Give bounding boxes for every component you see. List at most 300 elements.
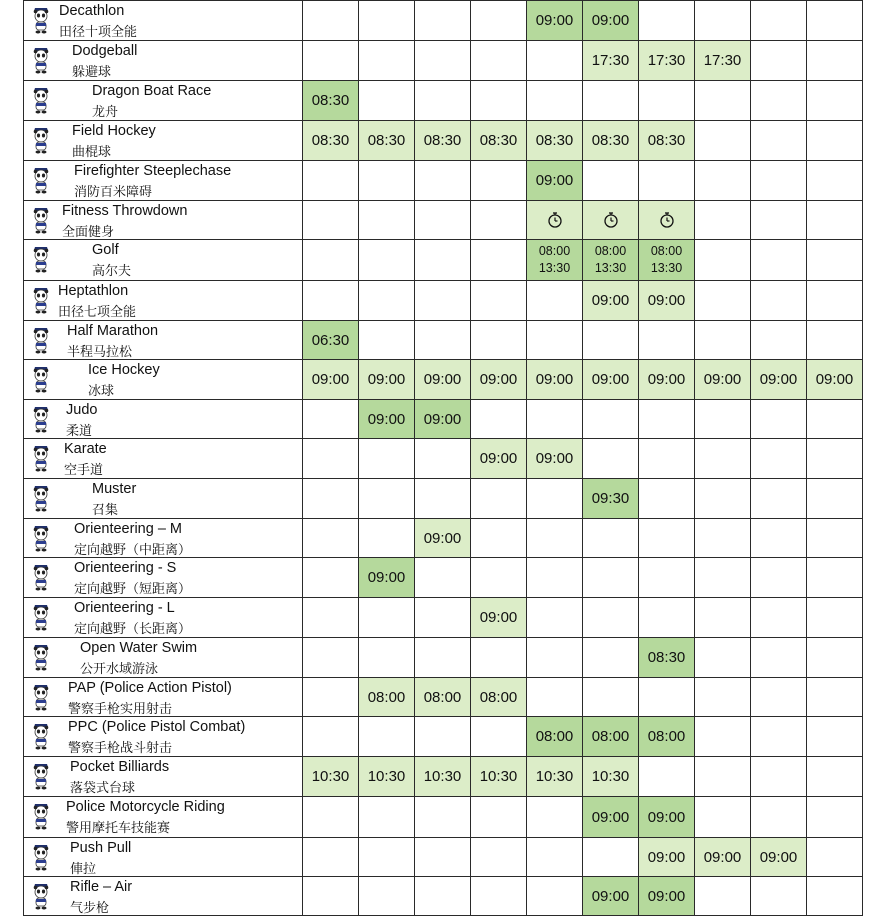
event-time: 13:30 [538,261,571,275]
day-cell [471,558,527,598]
day-cell [471,519,527,558]
day-cell [695,121,751,161]
event-name-zh: 全面健身 [62,224,115,239]
panda-mascot-icon [29,483,53,513]
day-cell [695,797,751,838]
event-name-en: Push Pull [70,840,132,856]
event-time: 08:30 [647,649,686,666]
day-cell [751,558,807,598]
event-time: 10:30 [311,768,350,785]
day-cell [583,81,639,121]
day-cell [807,41,863,81]
table-row [24,161,863,201]
day-cell [527,360,583,400]
day-cell [303,877,359,916]
event-name-en: Muster [92,481,137,497]
day-cell [695,678,751,717]
event-name-en: Dodgeball [72,43,138,59]
day-cell [639,558,695,598]
day-cell [303,400,359,439]
day-cell [751,281,807,321]
panda-mascot-icon [29,205,53,235]
day-cell [471,161,527,201]
day-cell [471,638,527,678]
day-cell [639,877,695,916]
day-cell [639,439,695,479]
day-cell [471,400,527,439]
day-cell [639,598,695,638]
day-cell [639,201,695,240]
event-time: 09:00 [647,808,686,826]
day-cell [303,479,359,519]
day-cell [303,201,359,240]
panda-mascot-icon [29,682,53,712]
event-time: 10:30 [479,768,518,785]
day-cell [359,41,415,81]
day-cell [807,797,863,838]
day-cell [415,121,471,161]
day-cell [639,838,695,877]
day-cell [303,360,359,400]
day-cell [807,439,863,479]
event-time: 09:00 [311,371,350,388]
day-cell [807,240,863,281]
event-time: 08:00 [423,688,462,706]
event-time: 17:30 [703,52,742,69]
day-cell [471,81,527,121]
table-row [24,717,863,757]
stopwatch-icon [658,211,676,229]
day-cell [359,439,415,479]
panda-mascot-icon [29,5,53,35]
panda-mascot-icon [29,801,53,831]
day-cell [471,321,527,360]
event-name-cell [24,519,303,558]
day-cell [751,121,807,161]
day-cell [695,638,751,678]
event-time: 09:00 [367,371,406,388]
day-cell [415,41,471,81]
day-cell [751,240,807,281]
event-time: 10:30 [591,768,630,785]
day-cell [471,678,527,717]
day-cell [639,81,695,121]
day-cell [751,161,807,201]
day-cell [527,81,583,121]
day-cell [359,479,415,519]
panda-mascot-icon [29,642,53,672]
day-cell [639,717,695,757]
table-row [24,638,863,678]
table-row [24,240,863,281]
day-cell [471,281,527,321]
event-name-en: Decathlon [59,3,125,19]
day-cell [583,281,639,321]
event-name-cell [24,797,303,838]
event-name-en: Ice Hockey [88,362,160,378]
day-cell [303,757,359,797]
event-name-cell [24,757,303,797]
event-time: 08:00 [594,244,627,258]
event-time: 09:00 [423,529,462,547]
day-cell [527,121,583,161]
day-cell [807,281,863,321]
event-time: 09:00 [535,450,574,467]
day-cell [303,838,359,877]
panda-mascot-icon [29,404,53,434]
event-name-cell [24,281,303,321]
event-name-zh: 召集 [92,502,119,517]
event-name-en: Golf [92,242,119,258]
event-name-cell [24,360,303,400]
panda-mascot-icon [29,523,53,553]
day-cell [527,838,583,877]
day-cell [695,81,751,121]
day-cell [415,360,471,400]
day-cell [415,797,471,838]
day-cell [751,1,807,41]
event-name-zh: 气步枪 [70,900,110,915]
event-name-cell [24,81,303,121]
day-cell [695,281,751,321]
day-cell [359,678,415,717]
day-cell [807,360,863,400]
event-time: 10:30 [535,768,574,785]
day-cell [415,877,471,916]
event-time: 09:00 [759,848,798,866]
table-row [24,321,863,360]
day-cell [527,41,583,81]
day-cell [695,321,751,360]
day-cell [807,638,863,678]
event-name-en: PPC (Police Pistol Combat) [68,719,246,735]
day-cell [359,558,415,598]
event-time: 09:00 [423,410,462,428]
day-cell [695,400,751,439]
table-row [24,400,863,439]
day-cell [303,281,359,321]
day-cell [527,1,583,41]
table-row [24,838,863,877]
day-cell [751,678,807,717]
panda-mascot-icon [29,881,53,911]
panda-mascot-icon [29,325,53,355]
event-name-cell [24,121,303,161]
stopwatch-icon [602,211,620,229]
day-cell [583,41,639,81]
event-name-zh: 警察手枪实用射击 [68,701,173,716]
day-cell [415,598,471,638]
event-name-en: Fitness Throwdown [62,203,188,219]
day-cell [359,400,415,439]
event-time: 13:30 [650,261,683,275]
day-cell [415,479,471,519]
day-cell [751,479,807,519]
table-row [24,201,863,240]
day-cell [471,838,527,877]
day-cell [471,439,527,479]
day-cell [415,81,471,121]
event-time: 08:00 [647,728,686,745]
day-cell [583,439,639,479]
day-cell [807,519,863,558]
event-name-zh: 定向越野（长距离） [74,621,192,636]
day-cell [639,400,695,439]
event-time: 08:00 [479,688,518,706]
day-cell [359,757,415,797]
day-cell [471,1,527,41]
event-time: 09:00 [479,371,518,388]
day-cell [583,161,639,201]
event-name-cell [24,598,303,638]
event-name-zh: 曲棍球 [72,144,112,159]
day-cell [695,41,751,81]
day-cell [751,877,807,916]
day-cell [415,838,471,877]
day-cell [583,598,639,638]
day-cell [639,638,695,678]
day-cell [527,400,583,439]
event-name-cell [24,41,303,81]
event-time: 09:00 [367,410,406,428]
event-name-zh: 落袋式台球 [70,780,136,795]
day-cell [583,838,639,877]
event-name-en: Karate [64,441,107,457]
day-cell [359,598,415,638]
day-cell [583,519,639,558]
day-cell [639,757,695,797]
event-time: 08:30 [311,132,350,149]
day-cell [583,121,639,161]
panda-mascot-icon [29,125,53,155]
day-cell [807,598,863,638]
day-cell [751,400,807,439]
day-cell [751,81,807,121]
panda-mascot-icon [29,721,53,751]
event-name-zh: 定向越野（中距离） [74,542,192,557]
day-cell [415,638,471,678]
day-cell [359,240,415,281]
event-time: 08:30 [479,132,518,149]
day-cell [359,877,415,916]
day-cell [415,400,471,439]
event-time: 09:00 [647,371,686,388]
event-time: 08:00 [535,728,574,745]
day-cell [359,838,415,877]
event-name-zh: 柔道 [66,423,93,438]
day-cell [695,519,751,558]
day-cell [471,240,527,281]
day-cell [303,161,359,201]
day-cell [359,161,415,201]
day-cell [415,1,471,41]
day-cell [751,321,807,360]
day-cell [695,479,751,519]
event-time: 09:00 [815,371,854,388]
day-cell [359,360,415,400]
day-cell [639,161,695,201]
panda-mascot-icon [29,761,53,791]
day-cell [695,161,751,201]
day-cell [583,678,639,717]
event-time: 08:30 [367,132,406,149]
day-cell [751,717,807,757]
day-cell [527,161,583,201]
event-time: 09:00 [479,450,518,467]
day-cell [527,877,583,916]
day-cell [695,201,751,240]
day-cell [583,797,639,838]
event-name-cell [24,240,303,281]
event-name-zh: 冰球 [88,383,115,398]
day-cell [583,240,639,281]
event-time: 09:00 [591,292,630,309]
day-cell [303,678,359,717]
day-cell [695,558,751,598]
table-row [24,877,863,916]
day-cell [471,41,527,81]
day-cell [303,81,359,121]
event-name-cell [24,877,303,916]
day-cell [415,558,471,598]
event-name-en: Half Marathon [67,323,159,339]
day-cell [359,201,415,240]
event-time: 10:30 [423,768,462,785]
day-cell [471,360,527,400]
table-row [24,360,863,400]
event-time: 09:00 [367,569,406,586]
event-name-zh: 警察手枪战斗射击 [68,740,173,755]
event-time: 09:00 [535,12,574,29]
event-time: 08:00 [650,244,683,258]
day-cell [303,519,359,558]
day-cell [583,201,639,240]
stopwatch-icon [546,211,564,229]
event-name-zh: 躲避球 [72,64,112,79]
event-time: 08:00 [538,244,571,258]
day-cell [639,240,695,281]
event-name-cell [24,717,303,757]
event-name-cell [24,439,303,479]
event-time: 09:00 [759,371,798,388]
event-time: 08:30 [591,132,630,149]
event-time: 09:00 [479,609,518,626]
day-cell [807,877,863,916]
event-time: 08:30 [647,132,686,149]
event-name-zh: 空手道 [64,462,104,477]
day-cell [639,281,695,321]
day-cell [639,321,695,360]
table-row [24,439,863,479]
day-cell [527,321,583,360]
event-name-cell [24,678,303,717]
day-cell [807,161,863,201]
day-cell [471,757,527,797]
event-name-en: Dragon Boat Race [92,83,212,99]
day-cell [303,439,359,479]
day-cell [751,598,807,638]
day-cell [303,240,359,281]
table-row [24,479,863,519]
day-cell [471,121,527,161]
day-cell [527,797,583,838]
day-cell [639,678,695,717]
event-time: 09:00 [591,887,630,905]
event-time: 09:00 [591,371,630,388]
event-time: 17:30 [591,52,630,69]
day-cell [527,281,583,321]
day-cell [527,479,583,519]
day-cell [415,321,471,360]
event-name-en: Heptathlon [58,283,129,299]
day-cell [359,281,415,321]
table-row [24,678,863,717]
table-row [24,797,863,838]
event-time: 09:00 [535,172,574,189]
day-cell [415,519,471,558]
day-cell [359,121,415,161]
event-name-zh: 半程马拉松 [67,344,133,359]
day-cell [359,638,415,678]
day-cell [583,558,639,598]
day-cell [415,717,471,757]
day-cell [751,201,807,240]
day-cell [527,439,583,479]
day-cell [639,121,695,161]
event-time: 09:00 [591,808,630,826]
panda-mascot-icon [29,285,53,315]
event-name-zh: 警用摩托车技能赛 [66,820,171,835]
event-name-zh: 公开水域游泳 [80,661,159,676]
day-cell [583,877,639,916]
day-cell [751,41,807,81]
day-cell [527,519,583,558]
event-time: 13:30 [594,261,627,275]
day-cell [639,519,695,558]
event-name-en: Open Water Swim [80,640,198,656]
day-cell [415,439,471,479]
event-time: 06:30 [311,331,350,349]
panda-mascot-icon [29,244,53,274]
day-cell [359,321,415,360]
event-time: 17:30 [647,52,686,69]
day-cell [583,400,639,439]
day-cell [583,360,639,400]
event-time: 10:30 [367,768,406,785]
day-cell [751,838,807,877]
day-cell [695,717,751,757]
day-cell [471,201,527,240]
event-time: 09:00 [703,848,742,866]
event-name-zh: 田径七项全能 [58,304,137,319]
event-time: 08:00 [367,688,406,706]
event-name-cell [24,400,303,439]
day-cell [527,678,583,717]
day-cell [303,1,359,41]
event-name-cell [24,321,303,360]
day-cell [415,240,471,281]
event-name-cell [24,479,303,519]
panda-mascot-icon [29,443,53,473]
event-name-zh: 龙舟 [92,104,119,119]
day-cell [359,81,415,121]
day-cell [583,321,639,360]
day-cell [807,717,863,757]
table-row [24,41,863,81]
event-name-cell [24,838,303,877]
day-cell [527,717,583,757]
day-cell [583,479,639,519]
